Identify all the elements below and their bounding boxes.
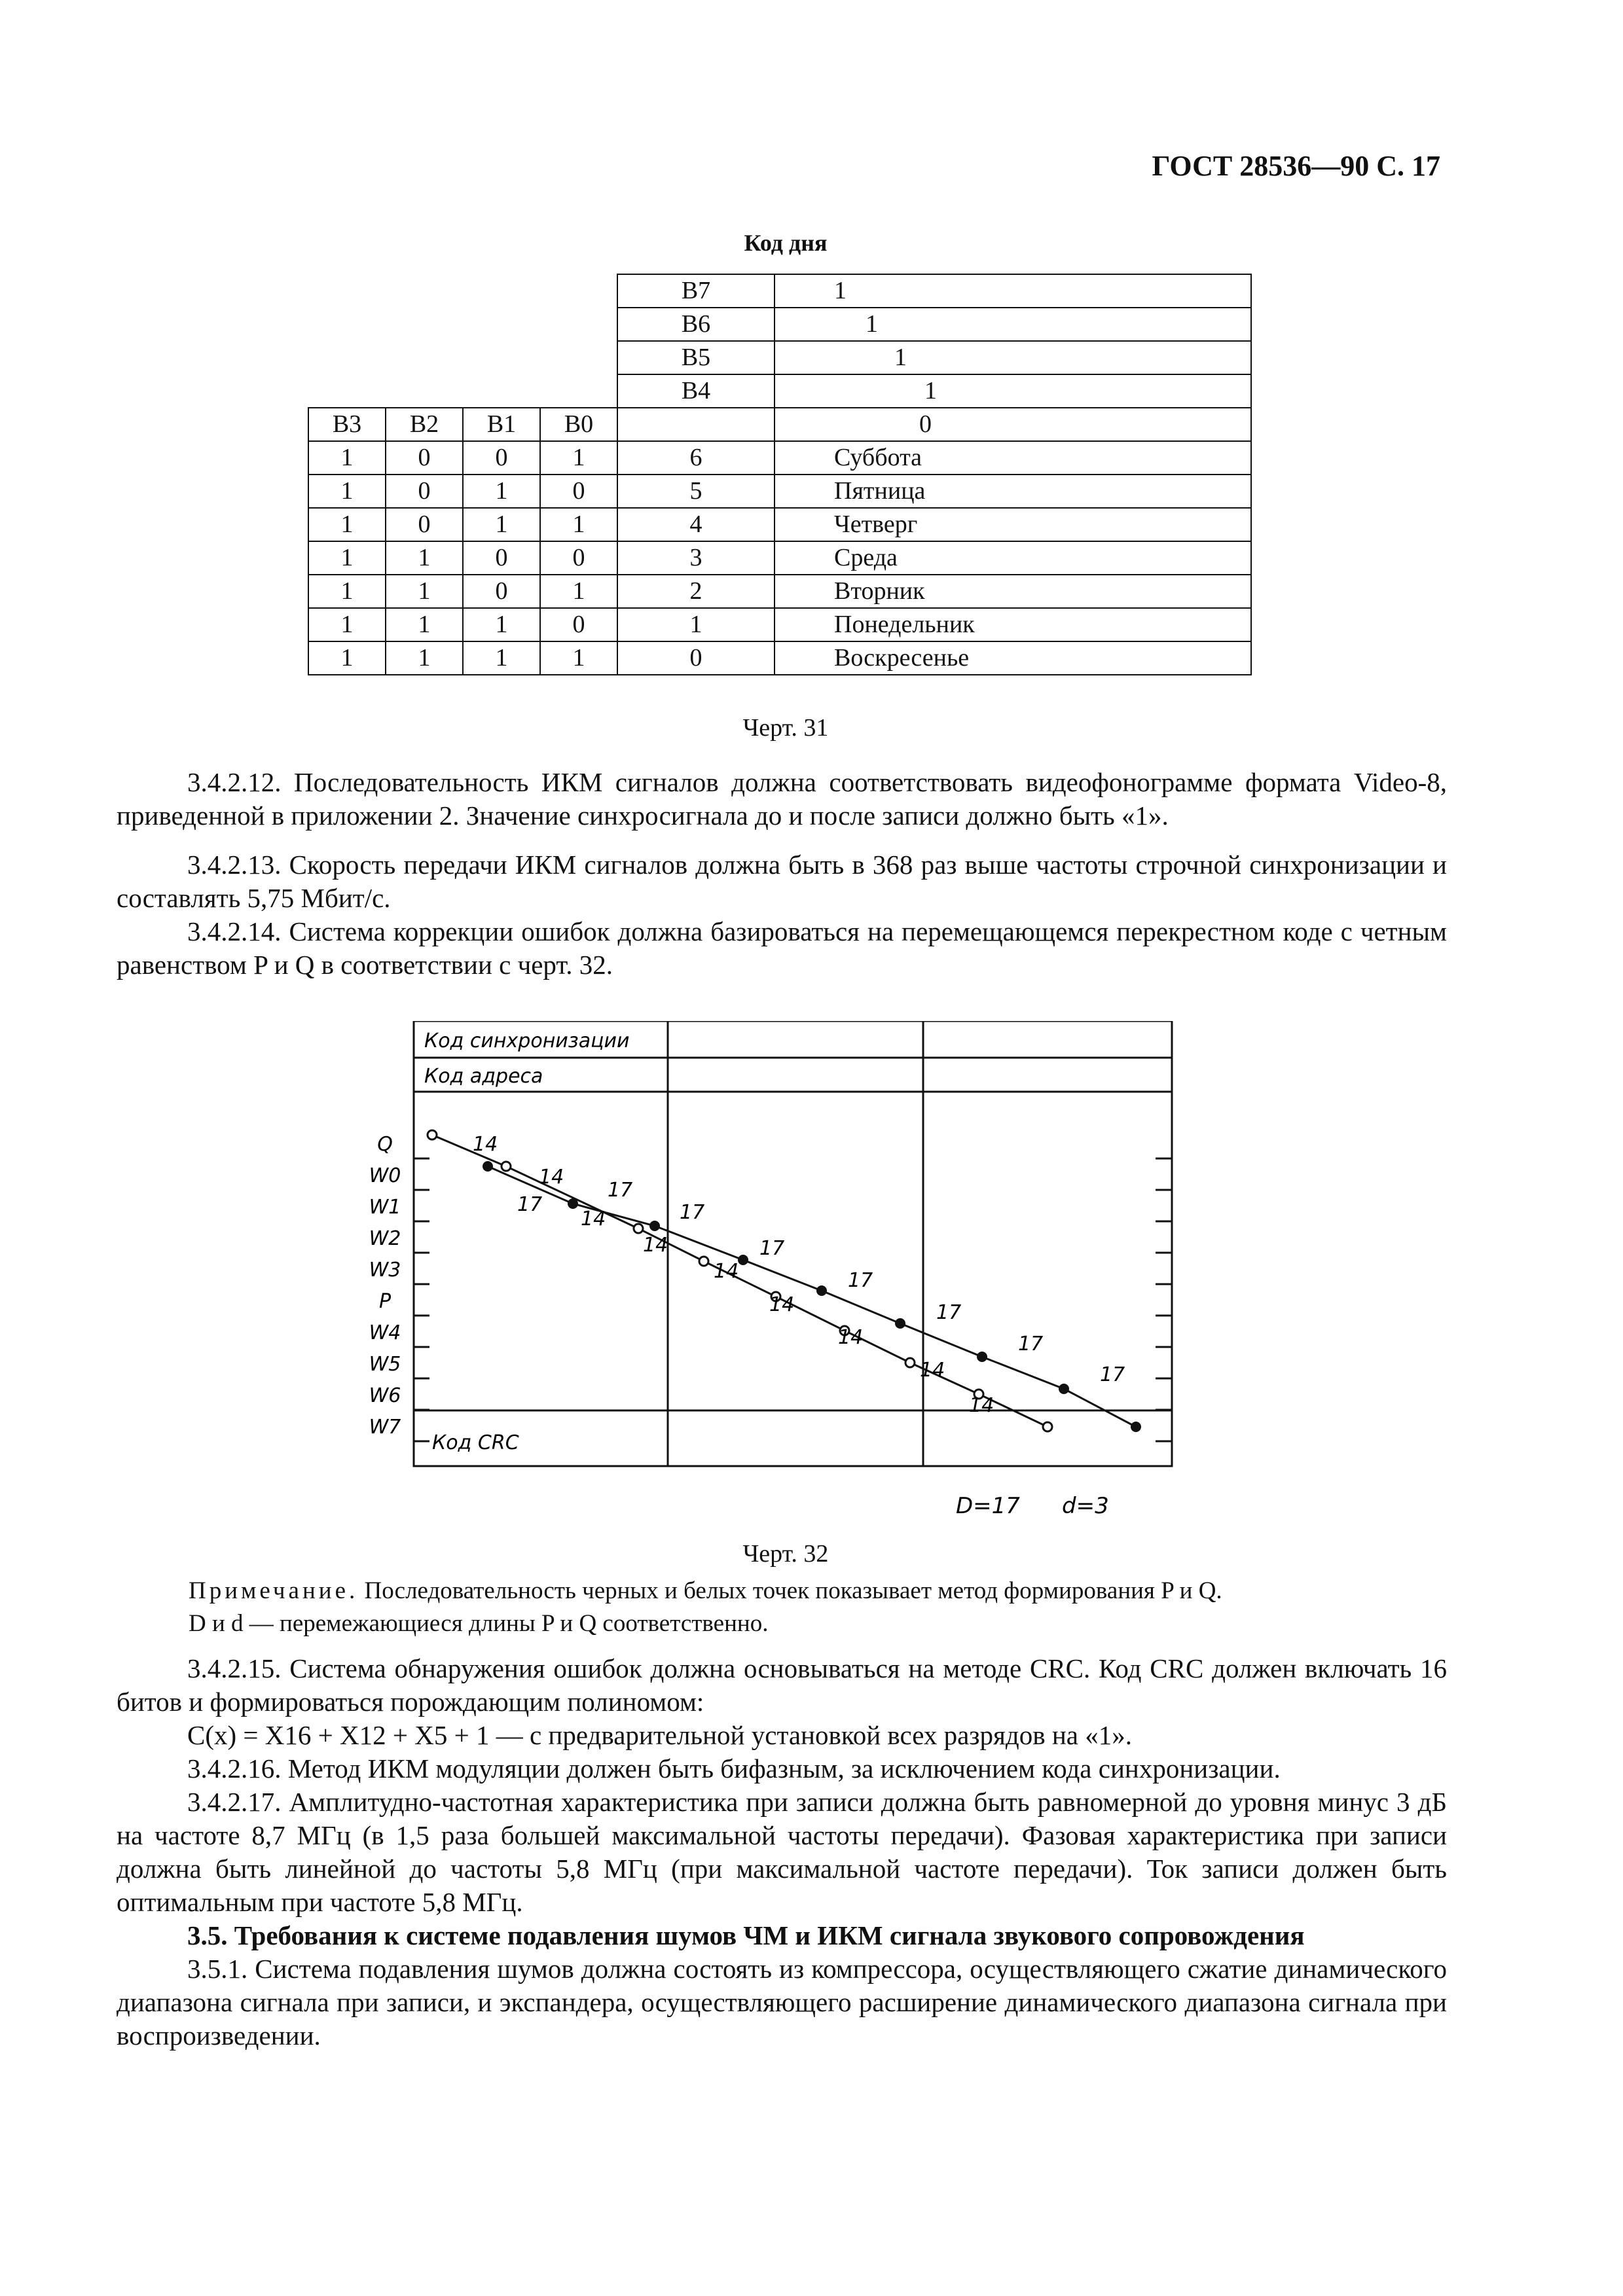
cell: 1 <box>463 641 540 675</box>
p-sequence-line <box>488 1166 1136 1427</box>
label-14: 14 <box>643 1234 668 1257</box>
label-17: 17 <box>517 1193 543 1216</box>
bit-value: 1 <box>775 274 1251 308</box>
table-row <box>308 541 1251 575</box>
label-17: 17 <box>680 1201 705 1224</box>
table-row <box>308 608 1251 641</box>
label-14: 14 <box>714 1260 739 1283</box>
cell: 0 <box>463 575 540 608</box>
paragraph-3-4-2-13: 3.4.2.13. Скорость передачи ИКМ сигналов должна быть в 368 раз выше частоты строчной синхронизации и составлять 5,75 Мбит/с. <box>117 850 1447 913</box>
cell: Четверг <box>775 508 1251 541</box>
cell: 3 <box>617 541 775 575</box>
crc-code-label: Код CRC <box>432 1431 519 1454</box>
cell: 0 <box>540 608 617 641</box>
row-label: W2 <box>369 1227 401 1250</box>
note-lead: Примечание. <box>189 1577 359 1604</box>
bit-value: 1 <box>775 308 1251 341</box>
cell: 1 <box>308 608 386 641</box>
label-17: 17 <box>759 1237 785 1260</box>
cell: 0 <box>386 508 463 541</box>
section-heading-3-5: 3.5. Требования к системе подавления шумов ЧМ и ИКМ сигнала звукового сопровождения <box>187 1920 1305 1950</box>
cell: 1 <box>308 475 386 508</box>
row-label: P <box>378 1290 392 1313</box>
black-dot <box>568 1198 578 1209</box>
cell: 1 <box>308 508 386 541</box>
cell: 0 <box>617 641 775 675</box>
page-header: ГОСТ 28536—90 С. 17 <box>1152 150 1440 182</box>
figure-32-diagram <box>367 1021 1205 1518</box>
label-14: 14 <box>473 1133 498 1156</box>
black-dot <box>895 1318 905 1329</box>
black-dot <box>1131 1422 1141 1432</box>
cell: 5 <box>617 475 775 508</box>
black-dot <box>649 1221 660 1231</box>
cell: 1 <box>308 641 386 675</box>
text-block-2 <box>117 1652 1447 2053</box>
cell: 1 <box>386 608 463 641</box>
note-text-1: Последовательность черных и белых точек показывает метод формирования P и Q. <box>364 1577 1222 1604</box>
table-title: Код дня <box>744 230 828 256</box>
table-row <box>308 508 1251 541</box>
paragraph-3-4-2-14: 3.4.2.14. Система коррекции ошибок должна базироваться на перемещающемся перекрестном коде с четным равенством P и Q в соответствии с черт. 32. <box>117 916 1447 980</box>
table-row <box>308 441 1251 475</box>
label-14: 14 <box>539 1166 564 1189</box>
black-dot <box>483 1161 493 1172</box>
cell: 1 <box>308 541 386 575</box>
bit-label: B6 <box>617 308 775 341</box>
row-label: W6 <box>369 1384 401 1407</box>
paragraph-3-4-2-17: 3.4.2.17. Амплитудно-частотная характеристика при записи должна быть равномерной до уровня минус 3 дБ на частоте 8,7 МГц (в 1,5 раза большей максимальной частоты передачи). Фазовая характеристика при записи должна быть линейной до частоты 5,8 МГц (при максимальной частоте передачи). Ток записи должен быть оптимальным при частоте 5,8 МГц. <box>117 1787 1447 1917</box>
cell: 1 <box>308 575 386 608</box>
crc-formula: C(x) = X16 + X12 + X5 + 1 — с предварительной установкой всех разрядов на «1». <box>187 1720 1132 1750</box>
cell: Вторник <box>775 575 1251 608</box>
cell: 0 <box>540 541 617 575</box>
figure-frame <box>414 1021 1172 1466</box>
row-label: W7 <box>369 1416 401 1439</box>
cell: 1 <box>386 641 463 675</box>
cell: 2 <box>617 575 775 608</box>
white-dot <box>905 1358 915 1367</box>
cell: 0 <box>463 541 540 575</box>
label-17: 17 <box>936 1301 962 1324</box>
label-14: 14 <box>838 1326 864 1349</box>
cell: 1 <box>540 575 617 608</box>
table-row <box>308 575 1251 608</box>
cell: 1 <box>540 641 617 675</box>
col-header: B1 <box>463 408 540 441</box>
cell: 6 <box>617 441 775 475</box>
label-14: 14 <box>920 1359 945 1382</box>
cell: 1 <box>463 475 540 508</box>
cell: 1 <box>617 608 775 641</box>
cell: 0 <box>463 441 540 475</box>
white-dot <box>501 1162 511 1171</box>
cell: Понедельник <box>775 608 1251 641</box>
cell: 1 <box>308 441 386 475</box>
row-label: W0 <box>369 1164 401 1187</box>
paragraph-3-4-2-12: 3.4.2.12. Последовательность ИКМ сигналов должна соответствовать видеофонограмме формата Video-8, приведенной в приложении 2. Значение синхросигнала до и после записи должно быть «1». <box>117 767 1447 831</box>
col-header <box>617 408 775 441</box>
paragraph-3-4-2-15: 3.4.2.15. Система обнаружения ошибок должна основываться на методе CRC. Код CRC должен включать 16 битов и формироваться порождающим полиномом: <box>117 1653 1447 1717</box>
cell: 4 <box>617 508 775 541</box>
white-dot <box>634 1224 643 1233</box>
row-label: W4 <box>369 1321 401 1344</box>
label-14: 14 <box>769 1293 795 1316</box>
row-label: Q <box>377 1133 393 1156</box>
bit-label: B5 <box>617 341 775 374</box>
bit-label: B7 <box>617 274 775 308</box>
cell: 1 <box>386 541 463 575</box>
table-caption: Черт. 31 <box>742 714 829 742</box>
d-small-label: d=3 <box>1062 1493 1109 1518</box>
bit-value: 1 <box>775 374 1251 408</box>
black-dot <box>738 1255 748 1265</box>
row-label: W3 <box>369 1259 401 1282</box>
q-sequence-line <box>432 1135 1048 1427</box>
figure-caption: Черт. 32 <box>742 1540 829 1568</box>
cell: Пятница <box>775 475 1251 508</box>
table-row <box>308 641 1251 675</box>
cell: 1 <box>463 508 540 541</box>
cell: 1 <box>386 575 463 608</box>
label-17: 17 <box>608 1179 633 1202</box>
cell: Среда <box>775 541 1251 575</box>
cell: Воскресенье <box>775 641 1251 675</box>
label-17: 17 <box>1018 1333 1044 1355</box>
label-17: 17 <box>848 1269 873 1292</box>
bit-value: 1 <box>775 341 1251 374</box>
label-14: 14 <box>969 1394 994 1417</box>
figure-note <box>189 1575 1426 1640</box>
label-14: 14 <box>581 1208 606 1230</box>
cell: 1 <box>540 508 617 541</box>
label-17: 17 <box>1100 1363 1125 1386</box>
address-code-label: Код адреса <box>424 1065 543 1088</box>
table-row <box>308 475 1251 508</box>
col-header: B0 <box>540 408 617 441</box>
text-block-1 <box>117 766 1447 982</box>
paragraph-3-4-2-16: 3.4.2.16. Метод ИКМ модуляции должен быть бифазным, за исключением кода синхронизации. <box>187 1753 1281 1784</box>
col-header: B2 <box>386 408 463 441</box>
black-dot <box>1059 1384 1069 1394</box>
day-code-table <box>308 274 1252 675</box>
row-label: W5 <box>369 1353 401 1376</box>
white-dot <box>699 1257 708 1266</box>
col-header: B3 <box>308 408 386 441</box>
cell: 0 <box>386 475 463 508</box>
row-label: W1 <box>369 1196 401 1219</box>
cell: 0 <box>540 475 617 508</box>
white-dot <box>428 1130 437 1139</box>
black-dot <box>816 1285 827 1296</box>
cell: 1 <box>540 441 617 475</box>
cell: Суббота <box>775 441 1251 475</box>
paragraph-3-5-1: 3.5.1. Система подавления шумов должна состоять из компрессора, осуществляющего сжатие динамического диапазона сигнала при записи, и экспандера, осуществляющего расширение динамического диапазона сигнала при воспроизведении. <box>117 1954 1447 2051</box>
bit-label: B4 <box>617 374 775 408</box>
white-dot <box>1043 1422 1052 1431</box>
cell: 0 <box>386 441 463 475</box>
note-text-2: D и d — перемежающиеся длины P и Q соответственно. <box>189 1610 769 1637</box>
black-dot <box>977 1352 987 1362</box>
cell: 1 <box>463 608 540 641</box>
d-large-label: D=17 <box>956 1493 1020 1518</box>
col-header: 0 <box>775 408 1251 441</box>
sync-code-label: Код синхронизации <box>424 1030 630 1052</box>
